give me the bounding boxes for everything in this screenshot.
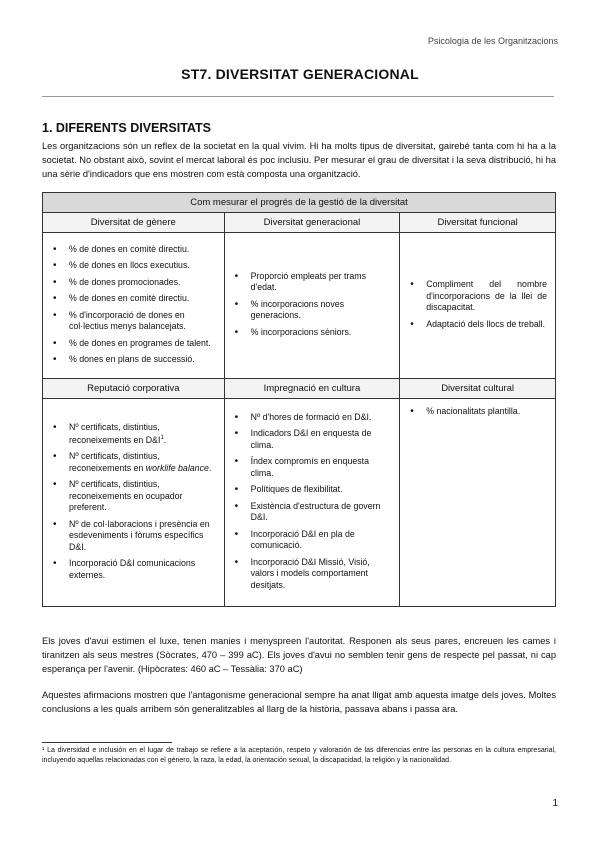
list-item: • Proporció empleats per trams d'edat. — [233, 271, 392, 294]
col-header-reputation: Reputació corporativa — [43, 379, 225, 399]
reputation-indicators-cell — [43, 399, 225, 607]
section-heading: 1. DIFERENTS DIVERSITATS — [42, 121, 212, 135]
list-item: • Incorporació D&I en pla de comunicació. — [233, 529, 392, 552]
list-item: • Nº de col·laboracions i presència en esdeveniments i fòrums específics D&I. — [51, 519, 216, 554]
list-item: • Índex compromís en enquesta clima. — [233, 456, 392, 479]
document-title: ST7. DIVERSITAT GENERACIONAL — [181, 66, 419, 82]
list-item: • Polítiques de flexibilitat. — [233, 484, 392, 496]
list-item: • % de dones en programes de talent. — [51, 338, 216, 350]
list-item: • % de dones en comitè directiu. — [51, 293, 216, 305]
list-item: • Adaptació dels llocs de treball. — [408, 319, 547, 331]
list-item: • Incorporació D&I Missió, Visió, valors i models comportament desitjats. — [233, 557, 392, 592]
list-item: • Nº d'hores de formació en D&I. — [233, 412, 392, 424]
title-divider — [42, 96, 554, 97]
list-item: • % nacionalitats plantilla. — [408, 406, 547, 418]
list-item-text: Nº certificats, distintius, reconeixements en D&I — [69, 421, 161, 445]
culture-indicators-cell — [224, 399, 400, 607]
table-caption: Com mesurar el progrés de la gestió de la diversitat — [43, 193, 556, 213]
list-item — [51, 422, 216, 447]
list-item — [51, 451, 216, 474]
list-item-text: Nº certificats, distintius, reconeixements en — [69, 451, 160, 473]
col-header-functional: Diversitat funcional — [400, 213, 556, 233]
functional-indicators-cell — [400, 233, 556, 379]
running-header: Psicologia de les Organitzacions — [427, 36, 558, 46]
page-number: 1 — [552, 798, 558, 809]
col-header-cultural-diversity: Diversitat cultural — [400, 379, 556, 399]
generational-indicators-cell — [224, 233, 400, 379]
list-item: • Incorporació D&I comunicacions externes. — [51, 558, 216, 581]
list-item-emphasis: worklife balance — [145, 462, 209, 473]
footnote: ¹ La diversidad e inclusión en el lugar de trabajo se refiere a la aceptación, respeto y valoración de las diferencias entre las personas en la cultura empresarial, incluyendo aquellas relacionadas con el género, la raza, la edad, la orientación sexual, la discapacidad, la religión y la nacionalidad. — [42, 747, 556, 764]
col-header-gender: Diversitat de gènere — [43, 213, 225, 233]
intro-paragraph: Les organitzacions són un reflex de la societat en la qual vivim. Hi ha molts tipus de diversitat, gairebé tanta com hi ha a la societat. No obstant això, sovint el mercat laboral és poc inclusiu. Per mesurar el grau de diversitat i la seva distribució, hi ha una sèrie d'indicadors que ens mostren com està composta una organització. — [42, 141, 556, 179]
gender-indicators-cell — [43, 233, 225, 379]
list-item: • Compliment del nombre d'incorporacions de la llei de discapacitat. — [408, 279, 547, 314]
list-item-end: . — [208, 462, 212, 473]
list-item: • Indicadors D&I en enquesta de clima. — [233, 428, 392, 451]
footnote-ref: 1 — [160, 435, 164, 442]
col-header-generational: Diversitat generacional — [224, 213, 400, 233]
list-item: • Existència d'estructura de govern D&I. — [233, 501, 392, 524]
list-item-end: . — [163, 434, 167, 445]
list-item: • % de dones en llocs executius. — [51, 260, 216, 272]
list-item: • % dones en plans de successió. — [51, 354, 216, 366]
list-item: • % de dones en comitè directiu. — [51, 244, 216, 256]
list-item: • % de dones promocionades. — [51, 277, 216, 289]
footnote-divider — [42, 742, 172, 743]
list-item: • % incorporacions noves generacions. — [233, 299, 392, 322]
diversity-table — [42, 192, 556, 607]
list-item: • % incorporacions sèniors. — [233, 327, 392, 339]
quote-paragraph: Els joves d'avui estimen el luxe, tenen manies i menyspreen l'autoritat. Responen als seus pares, encreuen les cames i tiranitzen als seus mestres (Sòcrates, 470 – 399 aC). Els joves d'avui no semblen tenir gens de respecte pel passat, ni cap esperança per l'avenir. (Hipòcrates: 460 aC – Tessàlia: 370 aC) — [42, 636, 556, 674]
col-header-culture: Impregnació en cultura — [224, 379, 400, 399]
conclusion-paragraph: Aquestes afirmacions mostren que l'antagonisme generacional sempre ha anat lligat amb aquesta imatge dels joves. Moltes conclusions a les quals arribem són generalitzables al llarg de la història, passava abans i passa ara. — [42, 690, 556, 714]
cultural-diversity-cell — [400, 399, 556, 607]
list-item: • % d'incorporació de dones en col·lectius menys balancejats. — [51, 310, 216, 333]
list-item: • Nº certificats, distintius, reconeixements en ocupador preferent. — [51, 479, 216, 514]
